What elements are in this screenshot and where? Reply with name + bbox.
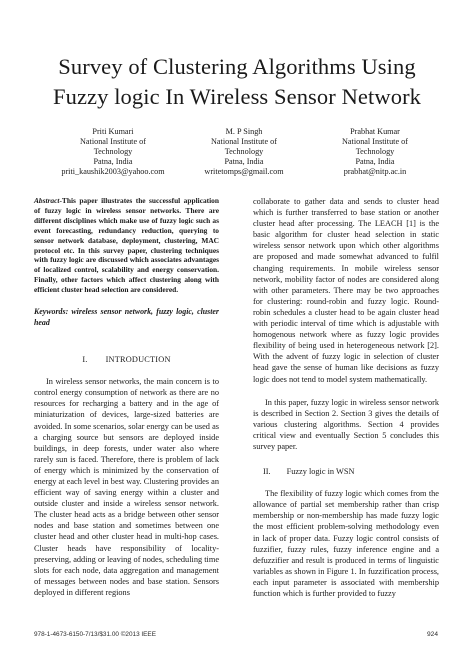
abstract (34, 196, 219, 295)
author-affiliation: Technology (93, 147, 133, 156)
author-location: Patna, India (93, 157, 133, 166)
body-paragraph: The flexibility of fuzzy logic which comes from the allowance of partial set membership rather than crisp membership or non-membership has made fuzzy logic the most efficient problem-solving methodology even in lack of proper data. Fuzzy logic control consists of fuzzifier, fuzzy rules, fuzzy inference engine and a defuzzifier and result is produced in terms of linguistic variables as shown in Figure 1. In fuzzification process, each input parameter is associated with membership function which is further provided to fuzzy (253, 489, 439, 598)
right-column (253, 196, 439, 599)
section-number: II. (263, 467, 271, 477)
keywords (34, 307, 219, 328)
author-affiliation: Technology (224, 147, 264, 156)
paper-title: Survey of Clustering Algorithms Using Fuzzy logic In Wireless Sensor Network (52, 54, 422, 109)
author-1 (58, 127, 168, 177)
author-affiliation: Technology (355, 147, 395, 156)
section-number: I. (82, 355, 88, 365)
left-column (34, 196, 219, 598)
section-title: INTRODUCTION (105, 355, 171, 365)
section-heading-fuzzy-logic (263, 466, 439, 477)
section-heading-introduction (34, 354, 219, 365)
page-number: 924 (426, 631, 438, 638)
author-name: Prabhat Kumar (350, 127, 400, 136)
keywords-text: wireless sensor network, fuzzy logic, cluster head (34, 307, 219, 327)
author-2 (189, 127, 299, 177)
abstract-text: This paper illustrates the successful application of fuzzy logic in wireless sensor networks. There are different disciplines which make use of fuzzy logic such as event forecasting, redundancy reduction, querying to sensor network database, deployment, clustering, MAC protocol etc. In this survey paper, clustering techniques with fuzzy logic are discussed which associates advantages of localized control, scalability and energy conservation. Finally, other factors which affect clustering along with efficient cluster head selection are considered. (34, 196, 219, 295)
author-email: priti_kaushik2003@yahoo.com (61, 167, 165, 176)
author-affiliation: National Institute of (211, 137, 277, 146)
author-affiliation: National Institute of (80, 137, 146, 146)
body-paragraph: collaborate to gather data and sends to cluster head which is further transferred to base station or another cluster head after processing. The LEACH [1] is the basic algorithm for cluster head selection in static wireless sensor network upon which other algorithms are proposed and made somewhat advanced to fulfil changing requirements. In mobile wireless sensor network, mobility factor of nodes are considered along with other parameters. There may be two approaches for clustering: round-robin and fuzzy logic. Round-robin schedules a cluster head to be again cluster head with periodic interval of time which is adjustable with homogenous network where as fuzzy logic provides flexibility of being used in heterogeneous network [2]. With the advent of fuzzy logic in selection of cluster head gave the sense of human like decisions as fuzzy logic does not tend to model system mathematically. (253, 197, 439, 384)
author-email: writetomps@gmail.com (204, 167, 284, 176)
author-location: Patna, India (224, 157, 264, 166)
author-3 (320, 127, 430, 177)
author-name: M. P Singh (225, 127, 263, 136)
keywords-lead: Keywords: (34, 307, 69, 317)
body-paragraph: In this paper, fuzzy logic in wireless sensor network is described in Section 2. Section 3 gives the details of various clustering algorithms. Section 4 provides critical view and eventually Section 5 concludes this survey paper. (253, 397, 439, 451)
section-title: Fuzzy logic in WSN (286, 467, 355, 477)
author-block (40, 127, 440, 175)
author-affiliation: National Institute of (342, 137, 408, 146)
abstract-lead: Abstract- (34, 196, 62, 205)
body-paragraph: In wireless sensor networks, the main concern is to control energy consumption of network as there are no resources for recharging a battery and in the age of miniaturization of devices, large-sized batteries are avoided. In some scenarios, solar energy can be used as a charging source but sensors are deployed inside buildings, in deep forests, under water also where rarely sun is faced. Therefore, there is problem of lack of energy which is minimized by the conservation of energy at each level in best way. Clustering provides an efficient way of saving energy within a cluster and outside cluster and inside a wireless sensor network. The cluster head acts as a bridge between other sensor nodes and base station and sometimes between one cluster head and other cluster head in multi-hop cases. Cluster heads have responsibility of locality-preserving, adding or leaving of nodes, scheduling time slots for each node, data aggregation and management of messages between nodes and base station. Sensors deployed in different regions (34, 377, 219, 597)
copyright-footer: 978-1-4673-6150-7/13/$31.00 ©2013 IEEE (34, 631, 156, 638)
author-name: Priti Kumari (92, 127, 134, 136)
author-email: prabhat@nitp.ac.in (343, 167, 407, 176)
author-location: Patna, India (355, 157, 395, 166)
